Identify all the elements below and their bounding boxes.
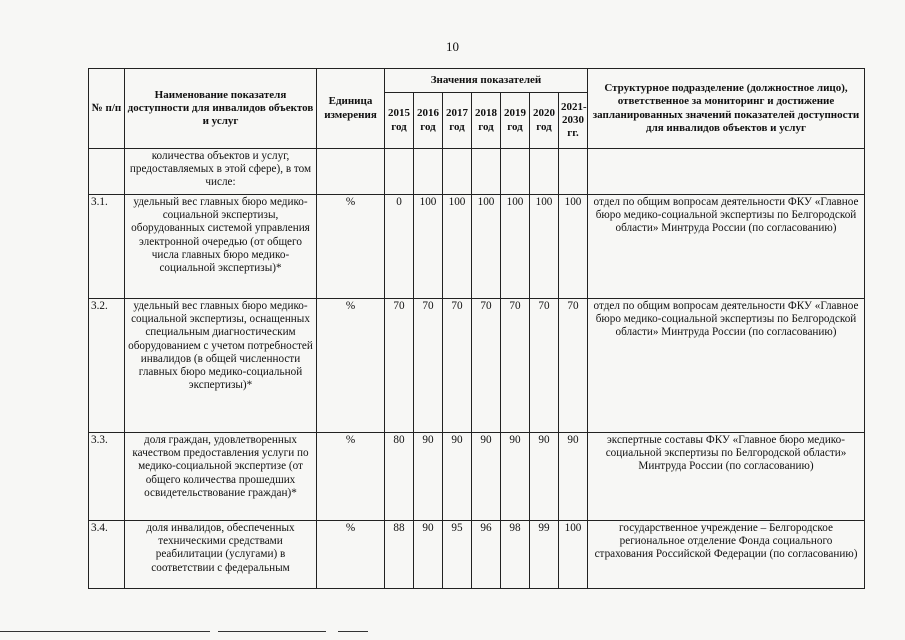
row-value: 96 xyxy=(472,521,501,589)
table-row xyxy=(89,299,865,433)
header-responsible: Структурное подразделение (должностное лицо), ответственное за мониторинг и достижение запланированных значений показателей доступности для инвалидов объектов и услуг xyxy=(588,69,865,149)
row-num: 3.1. xyxy=(89,195,125,299)
header-year: 2021-2030 гг. xyxy=(559,93,588,149)
row-value: 90 xyxy=(559,433,588,521)
row-value: 70 xyxy=(385,299,414,433)
row-value xyxy=(472,149,501,195)
row-name: доля граждан, удовлетворенных качеством предоставления услуги по медико-социальной экспертизе (от общего количества прошедших освидетельствование граждан)* xyxy=(125,433,317,521)
table-row xyxy=(89,521,865,589)
row-value: 70 xyxy=(414,299,443,433)
row-value: 90 xyxy=(530,433,559,521)
row-value: 100 xyxy=(530,195,559,299)
row-value: 100 xyxy=(559,521,588,589)
accessibility-indicators-table xyxy=(88,68,865,589)
row-num: 3.3. xyxy=(89,433,125,521)
row-value: 100 xyxy=(414,195,443,299)
row-responsible: отдел по общим вопросам деятельности ФКУ «Главное бюро медико-социальной экспертизы по Белгородской области» Минтруда России (по согласованию) xyxy=(588,195,865,299)
row-value: 80 xyxy=(385,433,414,521)
row-value: 100 xyxy=(501,195,530,299)
row-value xyxy=(501,149,530,195)
row-value: 0 xyxy=(385,195,414,299)
row-value: 70 xyxy=(559,299,588,433)
row-name: доля инвалидов, обеспеченных техническими средствами реабилитации (услугами) в соответствии с федеральным xyxy=(125,521,317,589)
row-responsible: отдел по общим вопросам деятельности ФКУ «Главное бюро медико-социальной экспертизы по Белгородской области» Минтруда России (по согласованию) xyxy=(588,299,865,433)
row-value: 90 xyxy=(443,433,472,521)
row-value: 100 xyxy=(443,195,472,299)
row-value: 99 xyxy=(530,521,559,589)
row-responsible xyxy=(588,149,865,195)
header-year: 2018 год xyxy=(472,93,501,149)
row-value: 100 xyxy=(472,195,501,299)
row-unit: % xyxy=(317,299,385,433)
row-unit: % xyxy=(317,433,385,521)
header-year: 2017 год xyxy=(443,93,472,149)
row-unit: % xyxy=(317,195,385,299)
row-num: 3.2. xyxy=(89,299,125,433)
row-value: 100 xyxy=(559,195,588,299)
row-value: 95 xyxy=(443,521,472,589)
row-value: 90 xyxy=(414,433,443,521)
header-year: 2015 год xyxy=(385,93,414,149)
header-unit: Единица измерения xyxy=(317,69,385,149)
row-value xyxy=(530,149,559,195)
row-unit xyxy=(317,149,385,195)
row-value: 70 xyxy=(472,299,501,433)
header-values-group: Значения показателей xyxy=(385,69,588,93)
header-name: Наименование показателя доступности для инвалидов объектов и услуг xyxy=(125,69,317,149)
row-value: 88 xyxy=(385,521,414,589)
table-row xyxy=(89,433,865,521)
header-year: 2016 год xyxy=(414,93,443,149)
row-name: количества объектов и услуг, предоставляемых в этой сфере), в том числе: xyxy=(125,149,317,195)
row-responsible: экспертные составы ФКУ «Главное бюро медико-социальной экспертизы по Белгородской области» Минтруда России (по согласованию) xyxy=(588,433,865,521)
table-row xyxy=(89,149,865,195)
row-value: 98 xyxy=(501,521,530,589)
row-name: удельный вес главных бюро медико-социальной экспертизы, оснащенных специальным диагностическим оборудованием с учетом потребностей инвалидов (в общей численности главных бюро медико-социальной экспертизы)* xyxy=(125,299,317,433)
row-value xyxy=(414,149,443,195)
row-value: 90 xyxy=(414,521,443,589)
row-num: 3.4. xyxy=(89,521,125,589)
header-year: 2020 год xyxy=(530,93,559,149)
row-value: 70 xyxy=(530,299,559,433)
row-unit: % xyxy=(317,521,385,589)
row-value: 70 xyxy=(501,299,530,433)
row-value: 90 xyxy=(472,433,501,521)
row-responsible: государственное учреждение – Белгородское региональное отделение Фонда социального страхования Российской Федерации (по согласованию) xyxy=(588,521,865,589)
row-name: удельный вес главных бюро медико-социальной экспертизы, оборудованных системой управления электронной очередью (от общего числа главных бюро медико-социальной экспертизы)* xyxy=(125,195,317,299)
footnote-rule xyxy=(0,631,905,635)
table-row xyxy=(89,195,865,299)
row-value xyxy=(443,149,472,195)
row-value: 70 xyxy=(443,299,472,433)
header-year: 2019 год xyxy=(501,93,530,149)
row-value: 90 xyxy=(501,433,530,521)
row-num xyxy=(89,149,125,195)
header-num: № п/п xyxy=(89,69,125,149)
row-value xyxy=(559,149,588,195)
row-value xyxy=(385,149,414,195)
page-number: 10 xyxy=(446,39,459,54)
